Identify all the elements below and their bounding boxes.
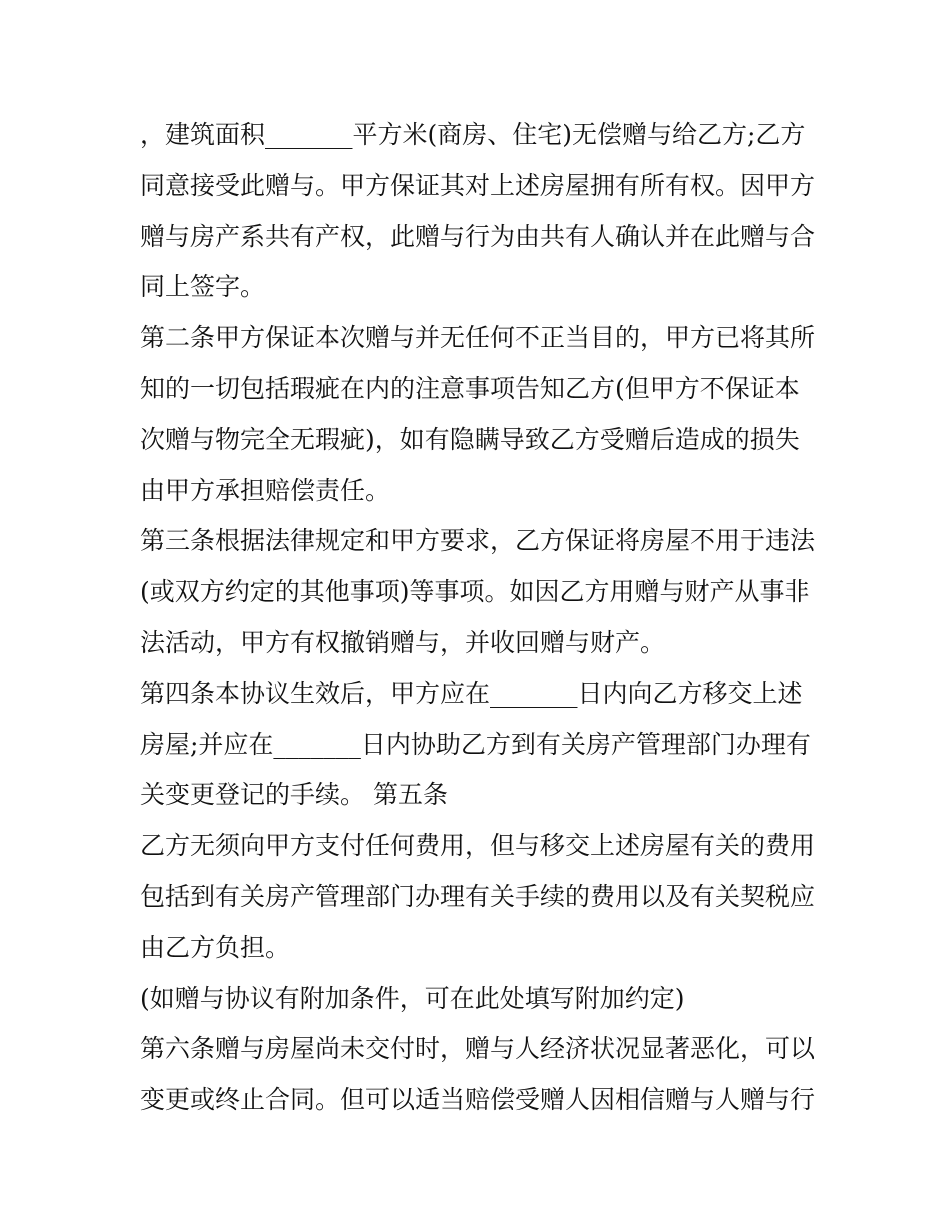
text-line: 乙方无须向甲方支付任何费用，但与移交上述房屋有关的费用 <box>140 831 816 861</box>
text-line: 第六条赠与房屋尚未交付时，赠与人经济状况显著恶化，可以 <box>140 1034 816 1064</box>
text-line: (或双方约定的其他事项)等事项。如因乙方用赠与财产从事非 <box>140 577 810 607</box>
text-line: 由甲方承担赔偿责任。 <box>140 475 391 505</box>
text-line: 法活动，甲方有权撤销赠与，并收回赠与财产。 <box>140 627 666 657</box>
text-line: 次赠与物完全无瑕疵)，如有隐瞒导致乙方受赠后造成的损失 <box>140 424 800 454</box>
text-line: 第四条本协议生效后，甲方应在_______日内向乙方移交上述 <box>140 678 803 708</box>
text-line: 关变更登记的手续。 第五条 <box>140 780 448 810</box>
text-line: 房屋;并应在_______日内协助乙方到有关房产管理部门办理有 <box>140 729 811 759</box>
text-line: 赠与房产系共有产权，此赠与行为由共有人确认并在此赠与合 <box>140 221 816 251</box>
text-line: 第三条根据法律规定和甲方要求，乙方保证将房屋不用于违法 <box>140 526 816 556</box>
text-line: ，建筑面积_______平方米(商房、住宅)无偿赠与给乙方;乙方 <box>140 120 806 149</box>
text-line: 第二条甲方保证本次赠与并无任何不正当目的，甲方已将其所 <box>140 323 816 353</box>
text-line: 同意接受此赠与。甲方保证其对上述房屋拥有所有权。因甲方 <box>140 170 816 200</box>
text-line: 由乙方负担。 <box>140 932 291 962</box>
text-line: 知的一切包括瑕疵在内的注意事项告知乙方(但甲方不保证本 <box>140 373 800 403</box>
document-body <box>140 110 820 1126</box>
text-line: (如赠与协议有附加条件，可在此处填写附加约定) <box>140 983 685 1013</box>
text-line: 变更或终止合同。但可以适当赔偿受赠人因相信赠与人赠与行 <box>140 1085 816 1115</box>
text-line: 包括到有关房产管理部门办理有关手续的费用以及有关契税应 <box>140 881 816 911</box>
text-line: 同上签字。 <box>140 272 266 302</box>
